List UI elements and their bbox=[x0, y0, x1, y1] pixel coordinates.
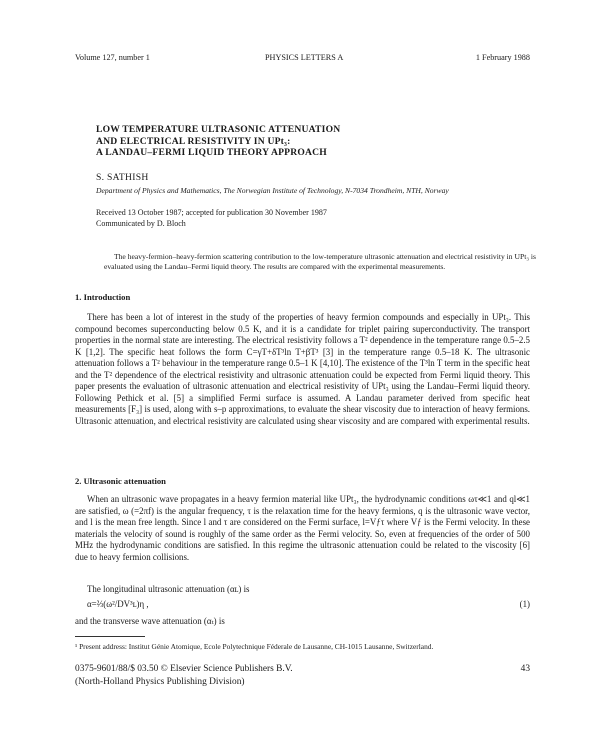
title-line: LOW TEMPERATURE ULTRASONIC ATTENUATION bbox=[96, 124, 341, 135]
paper-title bbox=[96, 124, 340, 159]
submission-info bbox=[96, 208, 327, 229]
equation-number: (1) bbox=[519, 599, 530, 609]
author-affiliation: Department of Physics and Mathematics, The Norwegian Institute of Technology, N-7034 Trondheim, NTH, Norway bbox=[96, 186, 449, 195]
equation-expression: α=⅔(ω²/DV³ʟ)η , bbox=[87, 599, 149, 609]
journal-name: PHYSICS LETTERS A bbox=[265, 53, 344, 62]
footnote: ¹ Present address: Institut Génie Atomique, Ecole Polytechnique Féderale de Lausanne, CH-1015 Lausanne, Switzerland. bbox=[75, 642, 434, 651]
received-date: Received 13 October 1987; accepted for publication 30 November 1987 bbox=[96, 208, 327, 217]
footnote-rule bbox=[75, 636, 145, 637]
longitudinal-intro: The longitudinal ultrasonic attenuation (αʟ) is bbox=[87, 584, 250, 594]
communicated-by: Communicated by D. Bloch bbox=[96, 218, 186, 228]
running-header bbox=[75, 53, 530, 67]
section-heading-ultrasonic: 2. Ultrasonic attenuation bbox=[75, 476, 166, 486]
publisher-footer bbox=[75, 663, 530, 688]
volume-number: Volume 127, number 1 bbox=[75, 53, 150, 62]
ultrasonic-paragraph: When an ultrasonic wave propagates in a heavy fermion material like UPt₃, the hydrodynamic conditions ωτ≪1 and ql≪1 are satisfied, ω (=2πf) is the angular frequency, τ is the relaxation time for the heavy fermions, q is the ultrasonic wave vector, and l is the mean free length. Since l and τ are considered on the Fermi surface, l=Vƒτ where Vƒ is the Fermi velocity. In these materials the velocity of sound is roughly of the same order as the Fermi velocity. So, even at frequencies of the order of 500 MHz the hydrodynamic conditions are satisfied. In this regime the ultrasonic attenuation could be related to the viscosity [6] due to heavy fermion collisions. bbox=[75, 494, 530, 562]
author-name: S. SATHISH bbox=[96, 172, 149, 183]
section-heading-introduction: 1. Introduction bbox=[75, 292, 131, 302]
title-line: A LANDAU–FERMI LIQUID THEORY APPROACH bbox=[96, 147, 327, 158]
abstract: The heavy-fermion–heavy-fermion scattering contribution to the low-temperature ultrasonic attenuation and electrical resistivity in UPt₃ is evaluated using the Landau–Fermi liquid theory. The results are compared with the experimental measurements. bbox=[104, 252, 536, 271]
issn-line: 0375-9601/88/$ 03.50 © Elsevier Science Publishers B.V. bbox=[75, 664, 293, 674]
division-line: (North-Holland Physics Publishing Division) bbox=[75, 676, 245, 687]
transverse-intro: and the transverse wave attenuation (αₜ) is bbox=[75, 616, 225, 626]
title-line: AND ELECTRICAL RESISTIVITY IN UPt₃: bbox=[96, 135, 291, 147]
equation-1 bbox=[75, 599, 530, 611]
issue-date: 1 February 1988 bbox=[475, 53, 530, 62]
introduction-paragraph: There has been a lot of interest in the study of the properties of heavy fermion compounds and especially in UPt₃. This compound becomes superconducting below 0.5 K, and it is a candidate for triplet pairing superconductivity. The transport properties in the normal state are interesting. The electrical resistivity follows a T² dependence in the temperature range 0.5–2.5 K [1,2]. The specific heat follows the form C=γT+δT³ln T+βT³ [3] in the temperature range 0.5–18 K. The ultrasonic attenuation follows a T² behaviour in the temperature range 0.5–1 K [4,10]. The existence of the T³ln T term in the specific heat and the T² dependence of the electrical resistivity and ultrasonic attenuation could be expected from Fermi liquid theory. This paper presents the evaluation of ultrasonic attenuation and electrical resistivity of UPt₃ using the Landau–Fermi liquid theory. Following Pethick et al. [5] a simplified Fermi surface is assumed. A Landau parameter derived from specific heat measurements [F₃] is used, along with s–p approximations, to evaluate the shear viscosity due to interaction of heavy fermions. Ultrasonic attenuation, and electrical resistivity are calculated using shear viscosity and are compared with experimental results. bbox=[75, 312, 530, 426]
page-number: 43 bbox=[520, 664, 530, 674]
